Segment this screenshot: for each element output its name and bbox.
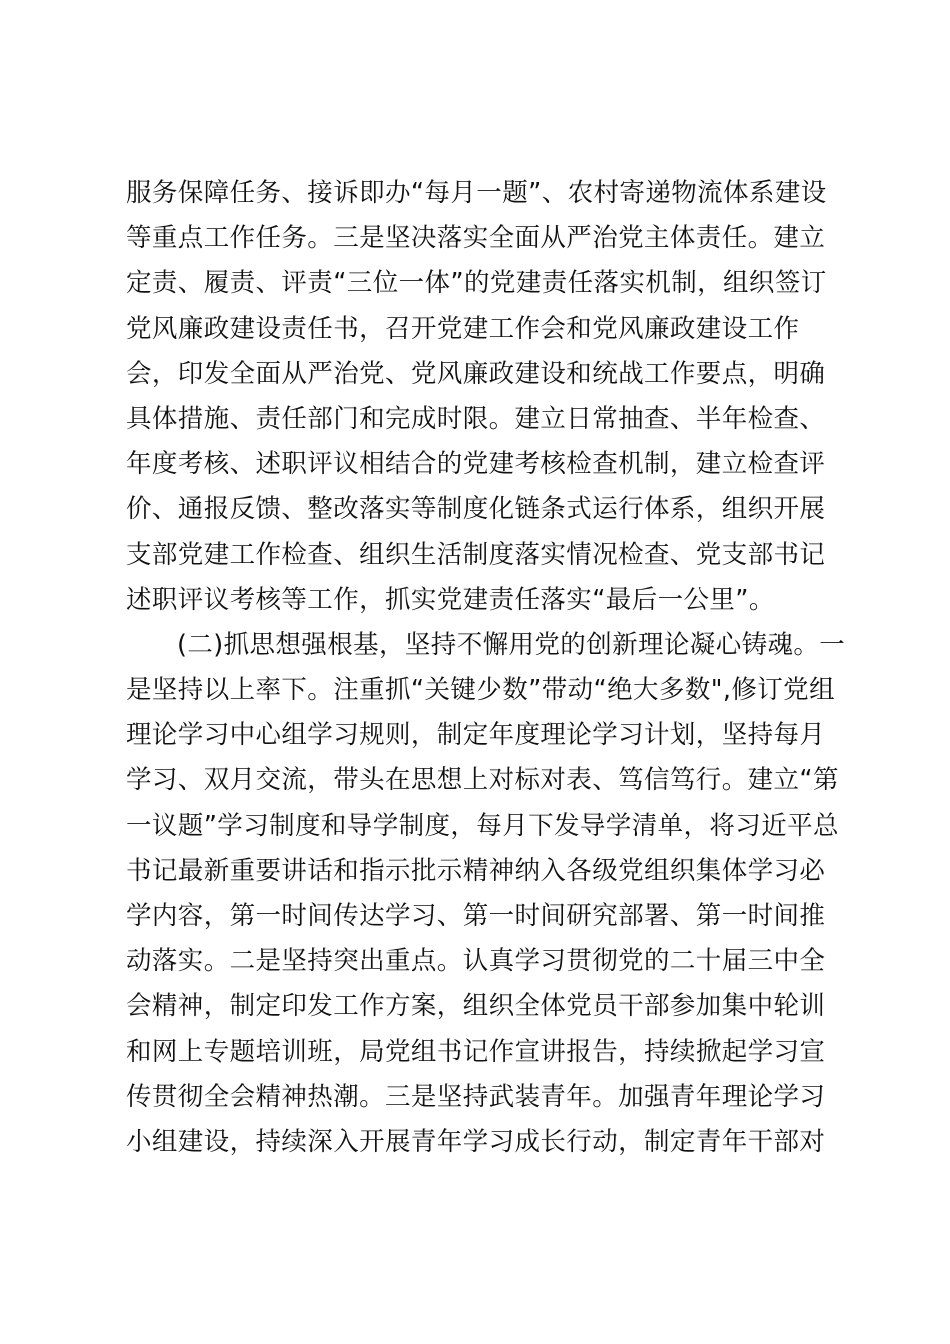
text-line: 一议题”学习制度和导学制度，每月下发导学清单，将习近平总 xyxy=(126,810,839,841)
text-line: 服务保障任务、接诉即办“每月一题”、农村寄递物流体系建设 xyxy=(126,178,827,208)
text-line: 学习、双月交流，带头在思想上对标对表、笃信笃行。建立“第 xyxy=(126,765,839,796)
text-line: 会精神，制定印发工作方案，组织全体党员干部参加集中轮训 xyxy=(126,991,826,1022)
text-line: 年度考核、述职评议相结合的党建考核检查机制，建立检查评 xyxy=(126,449,826,480)
text-line: 述职评议考核等工作，抓实党建责任落实“最后一公里”。 xyxy=(126,584,775,615)
text-line: 定责、履责、评责“三位一体”的党建责任落实机制，组织签订 xyxy=(126,268,827,299)
text-line: 和网上专题培训班，局党组书记作宣讲报告，持续掀起学习宣 xyxy=(126,1036,826,1067)
text-line: 书记最新重要讲话和指示批示精神纳入各级党组织集体学习必 xyxy=(126,855,826,886)
text-line: 等重点工作任务。三是坚决落实全面从严治党主体责任。建立 xyxy=(126,223,826,254)
text-line: 支部党建工作检查、组织生活制度落实情况检查、党支部书记 xyxy=(126,539,826,570)
text-line: 会，印发全面从严治党、党风廉政建设和统战工作要点，明确 xyxy=(126,358,826,389)
document-body xyxy=(126,171,846,1165)
text-line: 党风廉政建设责任书，召开党建工作会和党风廉政建设工作 xyxy=(126,313,800,344)
text-line: 是坚持以上率下。注重抓“关键少数”带动“绝大多数",修订党组 xyxy=(126,675,835,706)
paragraph-heading-line: (二)抓思想强根基，坚持不懈用党的创新理论凝心铸魂。一 xyxy=(177,629,846,660)
text-line: 传贯彻全会精神热潮。三是坚持武装青年。加强青年理论学习 xyxy=(126,1081,826,1112)
text-line: 学内容，第一时间传达学习、第一时间研究部署、第一时间推 xyxy=(126,901,826,931)
text-line: 具体措施、责任部门和完成时限。建立日常抽查、半年检查、 xyxy=(126,403,826,434)
text-line: 动落实。二是坚持突出重点。认真学习贯彻党的二十届三中全 xyxy=(126,946,826,977)
text-line: 理论学习中心组学习规则，制定年度理论学习计划，坚持每月 xyxy=(126,720,826,751)
text-line: 小组建设，持续深入开展青年学习成长行动，制定青年干部对 xyxy=(126,1126,826,1157)
text-line: 价、通报反馈、整改落实等制度化链条式运行体系，组织开展 xyxy=(126,494,826,525)
